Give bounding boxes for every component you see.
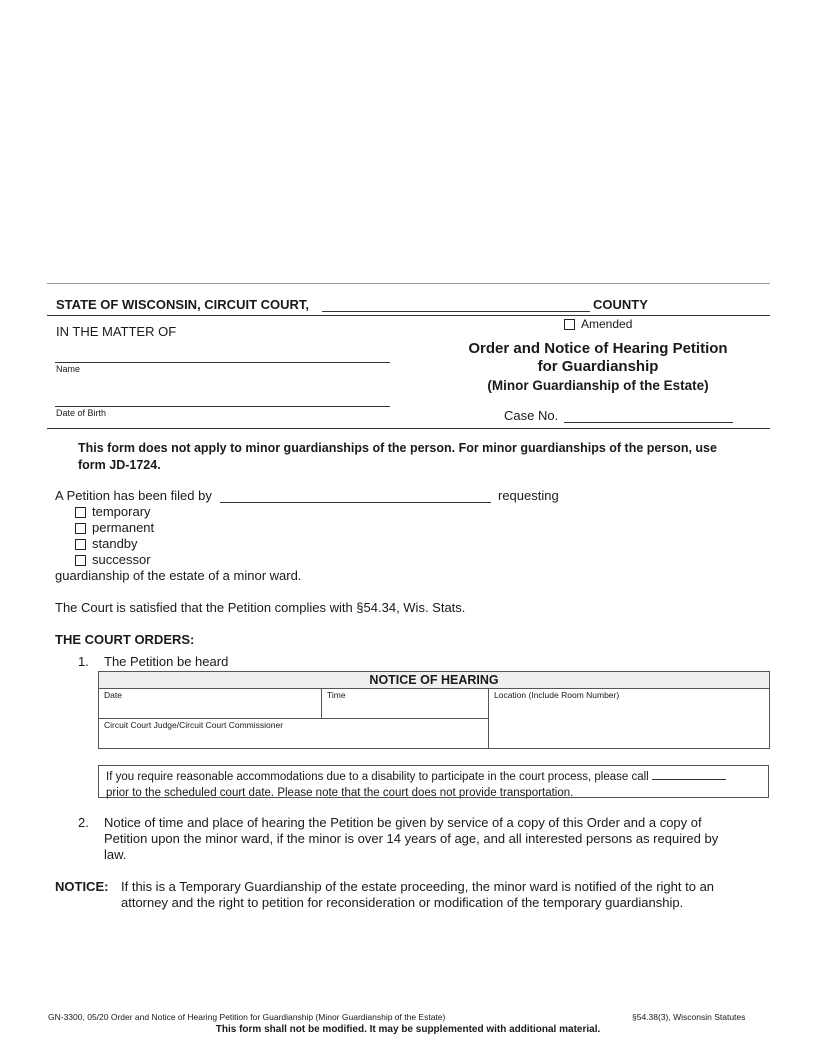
in-the-matter-of-label: IN THE MATTER OF — [56, 324, 177, 339]
date-of-birth-label: Date of Birth — [56, 408, 107, 418]
header-bottom-divider — [47, 428, 770, 429]
option-successor: successor — [92, 552, 151, 567]
item2-number: 2. — [78, 815, 89, 830]
accommodation-line2: prior to the scheduled court date. Please note that the court does not provide transportation. — [106, 787, 574, 799]
footer-disclaimer: This form shall not be modified. It may be supplemented with additional material. — [215, 1024, 601, 1035]
case-number-label: Case No. — [504, 408, 559, 423]
option-permanent: permanent — [92, 520, 155, 535]
amended-label: Amended — [581, 317, 633, 331]
standby-checkbox[interactable] — [75, 539, 86, 550]
county-label: COUNTY — [593, 297, 648, 312]
option-standby: standby — [92, 536, 138, 551]
hearing-judge-label: Circuit Court Judge/Circuit Court Commissioner — [104, 720, 284, 730]
form-applicability-notice: This form does not apply to minor guardianships of the person. For minor guardianships of the person, use form JD-1724. — [78, 441, 717, 472]
hearing-date-cell[interactable] — [99, 689, 322, 719]
county-name-field[interactable] — [322, 311, 590, 312]
temporary-checkbox[interactable] — [75, 507, 86, 518]
name-field[interactable] — [55, 362, 390, 363]
header-divider — [47, 315, 770, 316]
notice-of-hearing-table — [98, 671, 770, 749]
form-title-line2: for Guardianship — [537, 358, 659, 375]
item2-text: Notice of time and place of hearing the Petition be given by service of a copy of this Order and a copy of Petition upon the minor ward, if the minor is over 14 years of age, and all interested persons as required by law. — [104, 815, 719, 862]
notice-text: If this is a Temporary Guardianship of the estate proceeding, the minor ward is notified of the right to an attorney and the right to petition for reconsideration or modification of the temporary guardianship. — [121, 879, 715, 910]
hearing-date-label: Date — [104, 690, 122, 700]
permanent-checkbox[interactable] — [75, 523, 86, 534]
petition-filed-by-label: A Petition has been filed by — [55, 488, 212, 503]
petitioner-name-field[interactable] — [220, 502, 491, 503]
state-court-label: STATE OF WISCONSIN, CIRCUIT COURT, — [56, 297, 310, 312]
amended-checkbox[interactable] — [564, 319, 575, 330]
option-temporary: temporary — [92, 504, 151, 519]
notice-of-hearing-heading: NOTICE OF HEARING — [99, 672, 770, 689]
item1-number: 1. — [78, 654, 89, 669]
date-of-birth-field[interactable] — [55, 406, 390, 407]
form-title-line1: Order and Notice of Hearing Petition — [468, 340, 728, 357]
successor-checkbox[interactable] — [75, 555, 86, 566]
accommodation-box — [98, 765, 769, 798]
hearing-judge-cell[interactable] — [99, 719, 489, 749]
guardianship-estate-text: guardianship of the estate of a minor ward. — [55, 568, 302, 583]
name-label: Name — [56, 364, 81, 374]
item1-text: The Petition be heard — [104, 654, 229, 669]
case-number-field[interactable] — [564, 422, 733, 423]
requesting-label: requesting — [498, 488, 559, 503]
footer-statute: §54.38(3), Wisconsin Statutes — [632, 1012, 746, 1022]
hearing-location-cell[interactable] — [489, 689, 770, 749]
top-divider — [47, 283, 770, 284]
accommodation-phone-field[interactable] — [652, 768, 726, 780]
hearing-time-label: Time — [327, 690, 346, 700]
court-satisfied-text: The Court is satisfied that the Petition complies with §54.34, Wis. Stats. — [55, 600, 466, 615]
form-title-line3: (Minor Guardianship of the Estate) — [487, 378, 709, 393]
hearing-location-label: Location (Include Room Number) — [494, 690, 620, 700]
court-orders-heading: THE COURT ORDERS: — [55, 632, 195, 647]
notice-label: NOTICE: — [55, 879, 109, 894]
hearing-time-cell[interactable] — [322, 689, 489, 719]
accommodation-line1: If you require reasonable accommodations due to a disability to participate in the court process, please call — [106, 771, 649, 783]
footer-form-id: GN-3300, 05/20 Order and Notice of Hearing Petition for Guardianship (Minor Guardianship of the Estate) — [48, 1012, 446, 1022]
